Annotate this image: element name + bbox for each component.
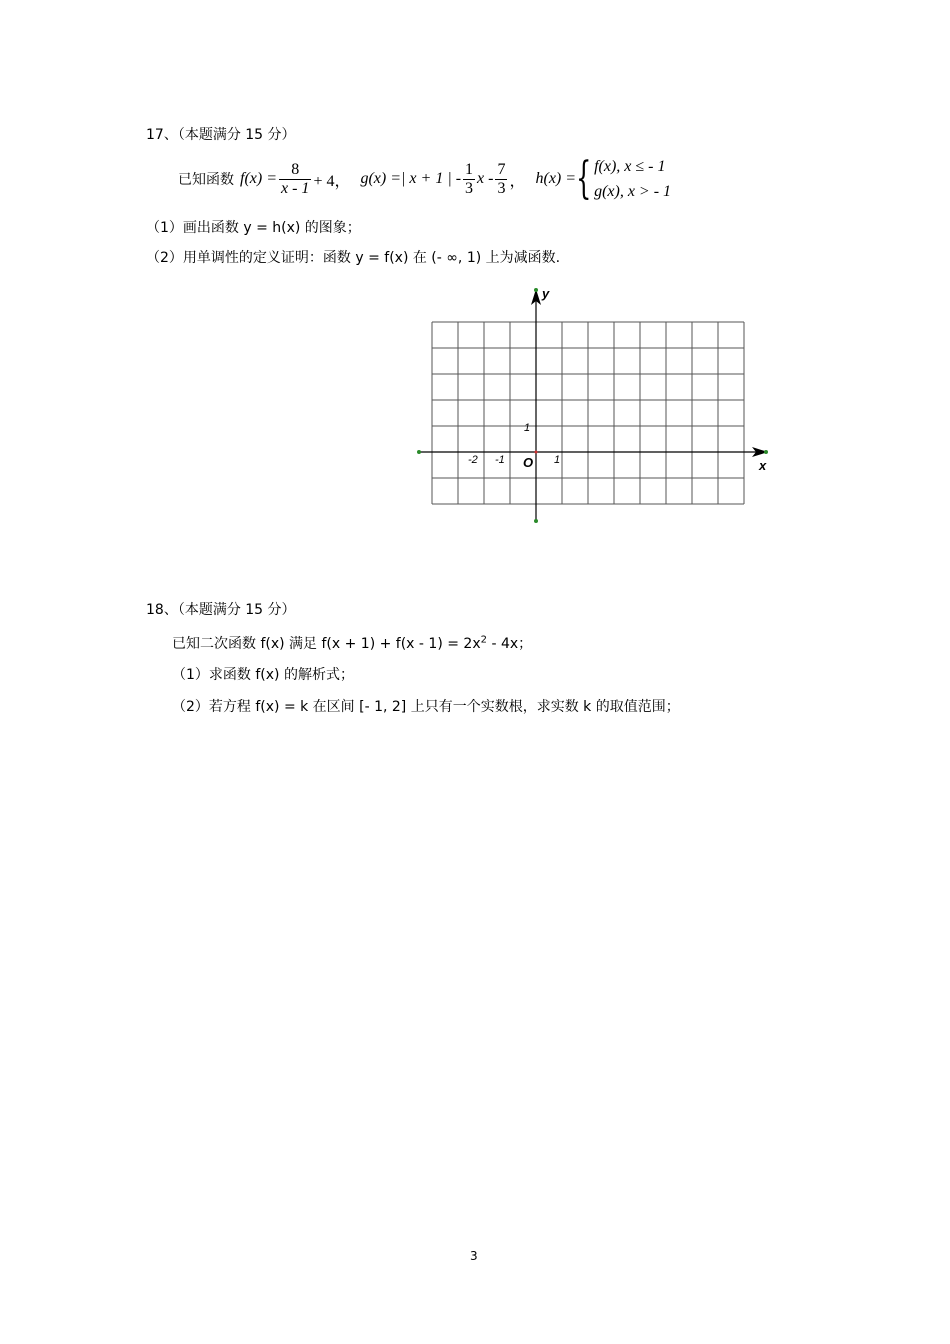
g-tail: ， — [509, 172, 526, 190]
origin-point — [535, 451, 538, 454]
f-numerator: 8 — [291, 160, 300, 178]
q18-intro: 已知二次函数 f(x) 满足 f(x + 1) + f(x - 1) = 2x — [172, 636, 481, 652]
q17-function-definitions — [178, 152, 671, 206]
grid-lines — [432, 322, 744, 504]
q18-part2: （2）若方程 f(x) = k 在区间 [- 1, 2] 上只有一个实数根，求实数 k 的取值范围； — [172, 699, 680, 715]
g-frac1-denominator: 3 — [465, 179, 474, 197]
h-cases — [594, 154, 671, 204]
tick-label-x-neg1: -1 — [495, 454, 505, 466]
q17-part1: （1）画出函数 y = h(x) 的图象； — [146, 220, 361, 236]
g-frac2-denominator: 3 — [497, 179, 506, 197]
h-brace: { — [576, 153, 592, 204]
q18-intro-tail: - 4x； — [487, 636, 533, 652]
x-axis-left-point — [417, 450, 421, 454]
f-label: f(x) = — [240, 170, 277, 187]
origin-label: O — [523, 455, 534, 470]
h-case-2: g(x), x > - 1 — [594, 183, 672, 200]
tick-label-x-1: 1 — [554, 454, 561, 466]
q17-part2: （2）用单调性的定义证明：函数 y = f(x) 在 (- ∞, 1) 上为减函数. — [146, 250, 561, 266]
y-axis-top-point — [534, 288, 538, 292]
g-mid: x - — [477, 170, 494, 187]
g-frac2-numerator: 7 — [497, 160, 506, 178]
h-label: h(x) = — [535, 170, 577, 187]
x-axis-right-point — [764, 450, 768, 454]
x-axis-label: x — [759, 458, 767, 473]
page-number: 3 — [470, 1249, 478, 1263]
q18-intro-line — [172, 633, 532, 653]
q17-intro: 已知函数 — [178, 172, 234, 188]
q18-header: 18、（本题满分 15 分） — [146, 602, 296, 618]
q18-part1: （1）求函数 f(x) 的解析式； — [172, 667, 354, 683]
g-fraction-1 — [463, 161, 475, 198]
g-frac1-numerator: 1 — [465, 160, 474, 178]
g-label: g(x) =| x + 1 | - — [360, 170, 462, 187]
q18-intro-superscript: 2 — [480, 634, 487, 646]
h-case-1: f(x), x ≤ - 1 — [594, 158, 666, 175]
coordinate-grid — [410, 280, 780, 530]
y-axis-label: y — [542, 286, 550, 301]
f-tail: + 4， — [313, 172, 351, 190]
tick-label-x-neg2: -2 — [468, 454, 478, 466]
f-fraction — [279, 161, 311, 198]
f-denominator: x - 1 — [281, 179, 310, 197]
q17-header: 17、（本题满分 15 分） — [146, 127, 296, 143]
tick-label-y-1: 1 — [524, 422, 531, 434]
g-fraction-2 — [495, 161, 507, 198]
y-axis-bottom-point — [534, 519, 538, 523]
